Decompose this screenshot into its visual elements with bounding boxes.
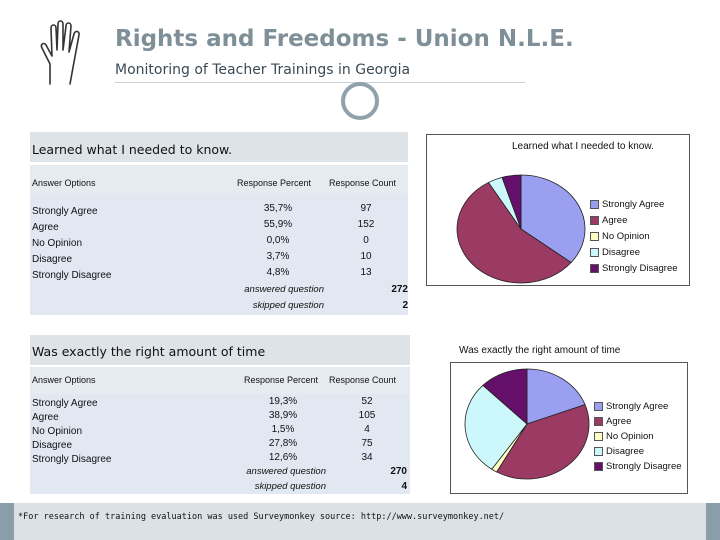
- survey2-title: Was exactly the right amount of time: [32, 344, 266, 359]
- chart2-legend-item: [594, 429, 682, 444]
- header-divider: [115, 82, 525, 83]
- survey1-row-label: Agree: [32, 222, 59, 233]
- survey1-row-percent: 3,7%: [266, 251, 290, 262]
- survey1-row-label: No Opinion: [32, 238, 83, 249]
- legend-swatch: [590, 216, 599, 225]
- survey1-row-label: Strongly Disagree: [32, 270, 112, 281]
- survey2-row-count: 4: [364, 424, 370, 435]
- page-title: Rights and Freedoms - Union N.L.E.: [115, 26, 574, 52]
- survey1-title: Learned what I needed to know.: [32, 142, 233, 157]
- survey2-row-percent: 12,6%: [268, 452, 298, 463]
- survey2-row-label: No Opinion: [32, 426, 83, 437]
- legend-label: No Opinion: [602, 230, 650, 242]
- survey1-row-count: 13: [360, 267, 372, 278]
- survey1-row-percent: 55,9%: [263, 219, 293, 230]
- legend-swatch: [590, 200, 599, 209]
- survey2-answered-value: 270: [390, 466, 407, 477]
- legend-swatch: [590, 232, 599, 241]
- chart2-legend-item: [594, 459, 682, 474]
- survey1-answered-value: 272: [391, 284, 408, 295]
- survey1-skipped-value: 2: [402, 300, 408, 311]
- footer-note: *For research of training evaluation was used Surveymonkey source: http://www.surveymonkey.net/: [18, 512, 505, 522]
- survey1-row-count: 10: [360, 251, 372, 262]
- chart1-legend: [590, 196, 678, 276]
- survey2-row-count: 52: [361, 396, 373, 407]
- chart1-title: Learned what I needed to know.: [512, 141, 654, 152]
- survey1-row-label: Disagree: [32, 254, 73, 265]
- legend-swatch: [594, 432, 603, 441]
- legend-swatch: [594, 417, 603, 426]
- chart1-legend-item: [590, 228, 678, 244]
- chart2-title: Was exactly the right amount of time: [459, 345, 621, 356]
- chart1-legend-item: [590, 260, 678, 276]
- survey2-row-count: 75: [361, 438, 373, 449]
- chart2-legend-item: [594, 414, 682, 429]
- legend-label: No Opinion: [606, 431, 654, 442]
- survey1-col-options: Answer Options: [32, 178, 96, 188]
- survey1-row-count: 152: [357, 219, 375, 230]
- survey1-row-count: 97: [360, 203, 372, 214]
- survey1-skipped-label: skipped question: [252, 300, 324, 311]
- legend-label: Disagree: [602, 246, 641, 258]
- page-subtitle: Monitoring of Teacher Trainings in Georgia: [115, 62, 411, 78]
- survey1-col-percent: Response Percent: [237, 178, 312, 188]
- chart1-pie: [455, 173, 587, 285]
- survey2-skipped-label: skipped question: [254, 481, 326, 492]
- chart1-legend-item: [590, 212, 678, 228]
- survey2-row-label: Strongly Agree: [32, 398, 98, 409]
- chart2-legend: [594, 399, 682, 474]
- survey2-row-percent: 27,8%: [268, 438, 298, 449]
- survey1-row-label: Strongly Agree: [32, 206, 98, 217]
- survey2-col-percent: Response Percent: [244, 375, 319, 385]
- survey1-row-percent: 0,0%: [266, 235, 290, 246]
- survey1-col-count: Response Count: [329, 178, 397, 188]
- legend-label: Disagree: [606, 446, 645, 457]
- survey2-row-percent: 19,3%: [268, 396, 298, 407]
- survey1-row-percent: 4,8%: [266, 267, 290, 278]
- survey1-answered-label: answered question: [244, 284, 324, 295]
- survey2-row-percent: 1,5%: [271, 424, 295, 435]
- survey2-col-options: Answer Options: [32, 375, 96, 385]
- legend-label: Strongly Disagree: [602, 262, 678, 274]
- legend-swatch: [594, 447, 603, 456]
- legend-label: Strongly Agree: [602, 198, 665, 210]
- legend-swatch: [594, 402, 603, 411]
- survey2-row-percent: 38,9%: [268, 410, 298, 421]
- chart1-legend-item: [590, 244, 678, 260]
- chart2-pie: [462, 366, 592, 482]
- legend-label: Strongly Disagree: [606, 461, 682, 472]
- survey2-row-count: 105: [358, 410, 376, 421]
- survey2-row-count: 34: [361, 452, 373, 463]
- survey1-row-percent: 35,7%: [263, 203, 293, 214]
- survey2-row-label: Strongly Disagree: [32, 454, 112, 465]
- survey2-skipped-value: 4: [401, 481, 407, 492]
- legend-label: Agree: [606, 416, 632, 427]
- survey1-row-count: 0: [363, 235, 369, 246]
- legend-swatch: [590, 248, 599, 257]
- chart1-legend-item: [590, 196, 678, 212]
- legend-swatch: [594, 462, 603, 471]
- hand-icon: [36, 18, 96, 88]
- legend-swatch: [590, 264, 599, 273]
- survey2-row-label: Disagree: [32, 440, 73, 451]
- chart2-legend-item: [594, 399, 682, 414]
- ring-icon: [341, 82, 379, 120]
- legend-label: Agree: [602, 214, 628, 226]
- survey2-answered-label: answered question: [246, 466, 326, 477]
- legend-label: Strongly Agree: [606, 401, 669, 412]
- survey2-row-label: Agree: [32, 412, 59, 423]
- chart2-legend-item: [594, 444, 682, 459]
- survey2-col-count: Response Count: [329, 375, 397, 385]
